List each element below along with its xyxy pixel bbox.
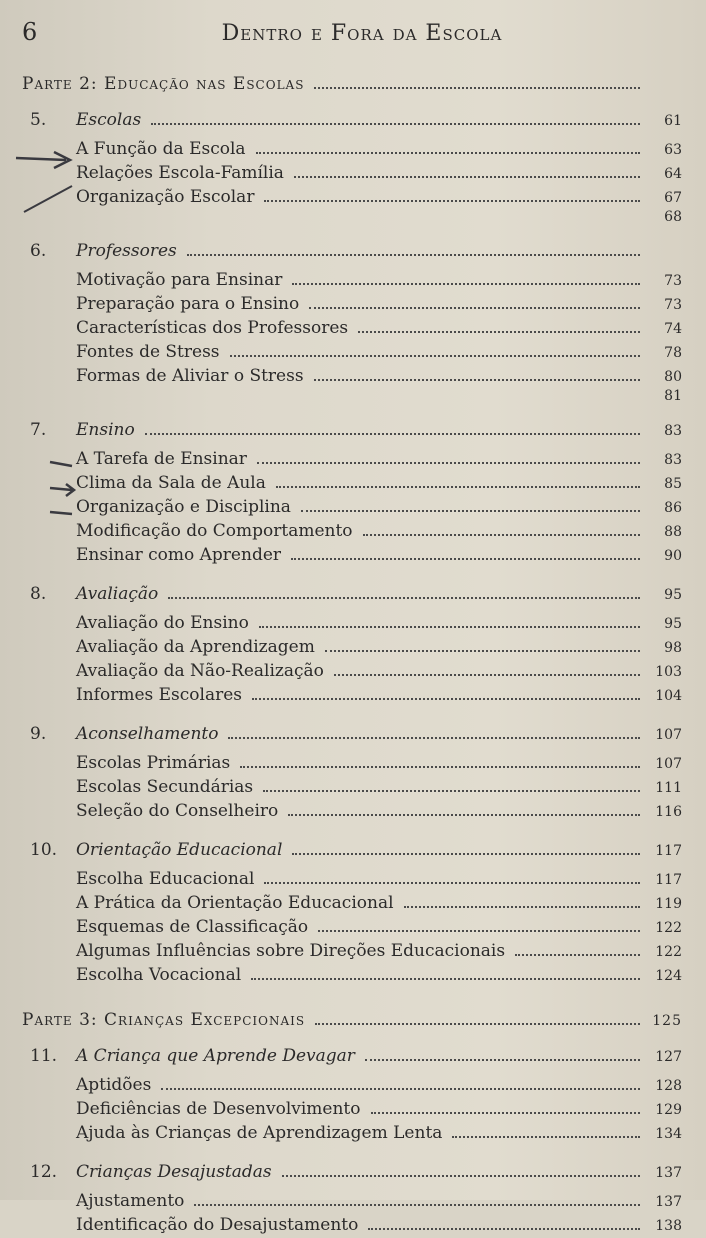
chapter-entries [22,1190,682,1238]
entry-title: Escolas Primárias [76,753,231,773]
chapter-entries [22,612,682,708]
toc-entry [22,964,682,988]
chapter-heading [22,840,682,860]
page-ref: 64 [664,166,682,182]
page-ref: 122 [655,944,682,960]
dot-leader [161,1088,640,1090]
toc-entry [22,660,682,684]
entry-title: Avaliação do Ensino [76,613,249,633]
toc-entry [22,684,682,708]
chapter-title: Professores [76,241,177,261]
dot-leader [257,462,640,464]
page-ref: 124 [655,968,682,984]
chapter-title: Crianças Desajustadas [76,1162,272,1182]
page-ref: 88 [664,524,682,540]
chapter-heading [22,420,682,440]
dot-leader [368,1228,640,1230]
dot-leader [292,853,640,855]
page-ref: 107 [655,727,682,743]
page-ref: 80 [664,369,682,385]
chapter-title: Escolas [76,110,142,130]
entry-title: Seleção do Conselheiro [76,801,279,821]
chapter-heading [22,584,682,604]
pen-arrow-mark-icon [14,150,78,220]
page-ref: 78 [664,345,682,361]
toc-entry [22,520,682,544]
chapter-heading [22,1046,682,1066]
chapter-number: 8. [30,584,47,604]
entry-title: Escolha Vocacional [76,965,242,985]
toc-entry [22,1074,682,1098]
page-header [22,18,682,58]
toc-entry [22,636,682,660]
entry-title: Avaliação da Aprendizagem [76,637,315,657]
dot-leader [194,1204,640,1206]
chapter-title: Ensino [76,420,135,440]
entry-title: Avaliação da Não-Realização [76,661,324,681]
toc-entry [22,1122,682,1146]
toc-entry [22,341,682,365]
chapter-number: 9. [30,724,47,744]
page-ref: 73 [664,273,682,289]
toc-entry [22,776,682,800]
page-ref: 137 [655,1194,682,1210]
page-ref: 117 [655,843,682,859]
toc-entry [22,496,682,520]
toc-entry [22,448,682,472]
chapter-entries [22,138,682,225]
chapter-title: Avaliação [76,584,159,604]
dot-leader [145,433,640,435]
part-label: Parte 3: Crianças Excepcionais [22,1010,306,1030]
entry-title: Ensinar como Aprender [76,545,282,565]
toc-entry [22,186,682,210]
dot-leader [315,1023,640,1025]
toc-entry [22,892,682,916]
toc-entry [22,365,682,389]
page-ref: 129 [655,1102,682,1118]
dot-leader [256,152,640,154]
chapter-heading [22,241,682,261]
dot-leader [276,486,640,488]
chapter-number: 12. [30,1162,58,1182]
page-ref: 90 [664,548,682,564]
dot-leader [358,331,640,333]
entry-title: Relações Escola-Família [76,163,284,183]
dot-leader [371,1112,640,1114]
entry-title: Ajuda às Crianças de Aprendizagem Lenta [76,1123,443,1143]
entry-title: Aptidões [76,1075,152,1095]
page-ref: 63 [664,142,682,158]
entry-title: Preparação para o Ensino [76,294,300,314]
page-ref: 122 [655,920,682,936]
dot-leader [259,626,640,628]
entry-title: Clima da Sala de Aula [76,473,266,493]
page-ref: 116 [655,804,682,820]
page-ref: 119 [655,896,682,912]
page-ref: 117 [655,872,682,888]
chapter-number: 6. [30,241,47,261]
toc-entry [22,800,682,824]
page-ref: 68 [664,209,682,225]
page-number: 6 [22,18,38,46]
dot-leader [309,307,640,309]
toc-entry [22,868,682,892]
page-ref: 95 [664,587,682,603]
entry-title: Escolas Secundárias [76,777,254,797]
dot-leader [314,87,640,89]
entry-title: A Tarefa de Ensinar [76,449,247,469]
table-of-contents [22,74,682,1238]
chapter-heading [22,724,682,744]
entry-title: Escolha Educacional [76,869,255,889]
page-ref: 95 [664,616,682,632]
chapter-number: 11. [30,1046,58,1066]
chapter-entries [22,752,682,824]
toc-entry [22,544,682,568]
entry-title: Fontes de Stress [76,342,220,362]
entry-title: Identificação do Desajustamento [76,1215,359,1235]
page-ref: 61 [664,113,682,129]
entry-title: A Prática da Orientação Educacional [76,893,394,913]
page-ref: 125 [652,1013,682,1029]
dot-leader [151,123,640,125]
page-ref: 81 [664,388,682,404]
toc-entry [22,269,682,293]
toc-entry [22,293,682,317]
dot-leader [264,200,640,202]
entry-title: Motivação para Ensinar [76,270,283,290]
entry-title: Características dos Professores [76,318,349,338]
dot-leader [252,698,640,700]
part-heading [22,1010,682,1030]
toc-entry [22,1214,682,1238]
page-ref: 85 [664,476,682,492]
pen-arrow-mark-icon [46,458,80,522]
dot-leader [314,379,640,381]
chapter-heading [22,1162,682,1182]
toc-entry [22,612,682,636]
toc-entry [22,940,682,964]
chapter-heading [22,110,682,130]
chapter-title: Orientação Educacional [76,840,283,860]
dot-leader [228,737,640,739]
page-ref: 86 [664,500,682,516]
page-ref: 137 [655,1165,682,1181]
dot-leader [365,1059,640,1061]
page-ref: 104 [655,688,682,704]
dot-leader [230,355,640,357]
entry-title: Organização e Disciplina [76,497,291,517]
toc-entry [22,210,682,225]
page-ref: 98 [664,640,682,656]
page-ref: 83 [664,452,682,468]
toc-entry [22,752,682,776]
page-ref: 128 [655,1078,682,1094]
entry-title: Ajustamento [76,1191,185,1211]
dot-leader [282,1175,640,1177]
dot-leader [264,882,640,884]
page-ref: 138 [655,1218,682,1234]
dot-leader [515,954,640,956]
dot-leader [292,283,640,285]
toc-entry [22,1190,682,1214]
dot-leader [301,510,640,512]
dot-leader [404,906,640,908]
dot-leader [325,650,640,652]
toc-entry [22,162,682,186]
toc-entry [22,916,682,940]
dot-leader [318,930,640,932]
page-ref: 73 [664,297,682,313]
page-ref: 83 [664,423,682,439]
entry-title: Deficiências de Desenvolvimento [76,1099,361,1119]
chapter-entries [22,448,682,568]
chapter-entries [22,269,682,404]
entry-title: Esquemas de Classificação [76,917,309,937]
dot-leader [294,176,640,178]
running-title: Dentro e Fora da Escola [221,21,503,46]
chapter-title: A Criança que Aprende Devagar [76,1046,355,1066]
entry-title: Informes Escolares [76,685,242,705]
entry-title: Algumas Influências sobre Direções Educacionais [76,941,506,961]
entry-title: A Função da Escola [76,139,246,159]
dot-leader [334,674,640,676]
page-ref: 107 [655,756,682,772]
toc-entry [22,1098,682,1122]
chapter-entries [22,868,682,988]
chapter-entries [22,1074,682,1146]
chapter-number: 7. [30,420,47,440]
dot-leader [288,814,640,816]
page-ref: 111 [655,780,682,796]
toc-entry [22,389,682,404]
entry-title: Organização Escolar [76,187,255,207]
toc-entry [22,317,682,341]
chapter-number: 5. [30,110,47,130]
part-label: Parte 2: Educação nas Escolas [22,74,305,94]
dot-leader [263,790,640,792]
page-ref: 67 [664,190,682,206]
entry-title: Modificação do Comportamento [76,521,353,541]
dot-leader [291,558,640,560]
page-ref: 103 [655,664,682,680]
entry-title: Formas de Aliviar o Stress [76,366,304,386]
chapter-title: Aconselhamento [76,724,219,744]
toc-entry [22,138,682,162]
page-ref: 74 [664,321,682,337]
dot-leader [251,978,640,980]
dot-leader [168,597,640,599]
chapter-number: 10. [30,840,58,860]
dot-leader [240,766,640,768]
page-ref: 127 [655,1049,682,1065]
part-heading [22,74,682,94]
dot-leader [187,254,640,256]
dot-leader [452,1136,640,1138]
toc-entry [22,472,682,496]
page-ref: 134 [655,1126,682,1142]
dot-leader [363,534,640,536]
